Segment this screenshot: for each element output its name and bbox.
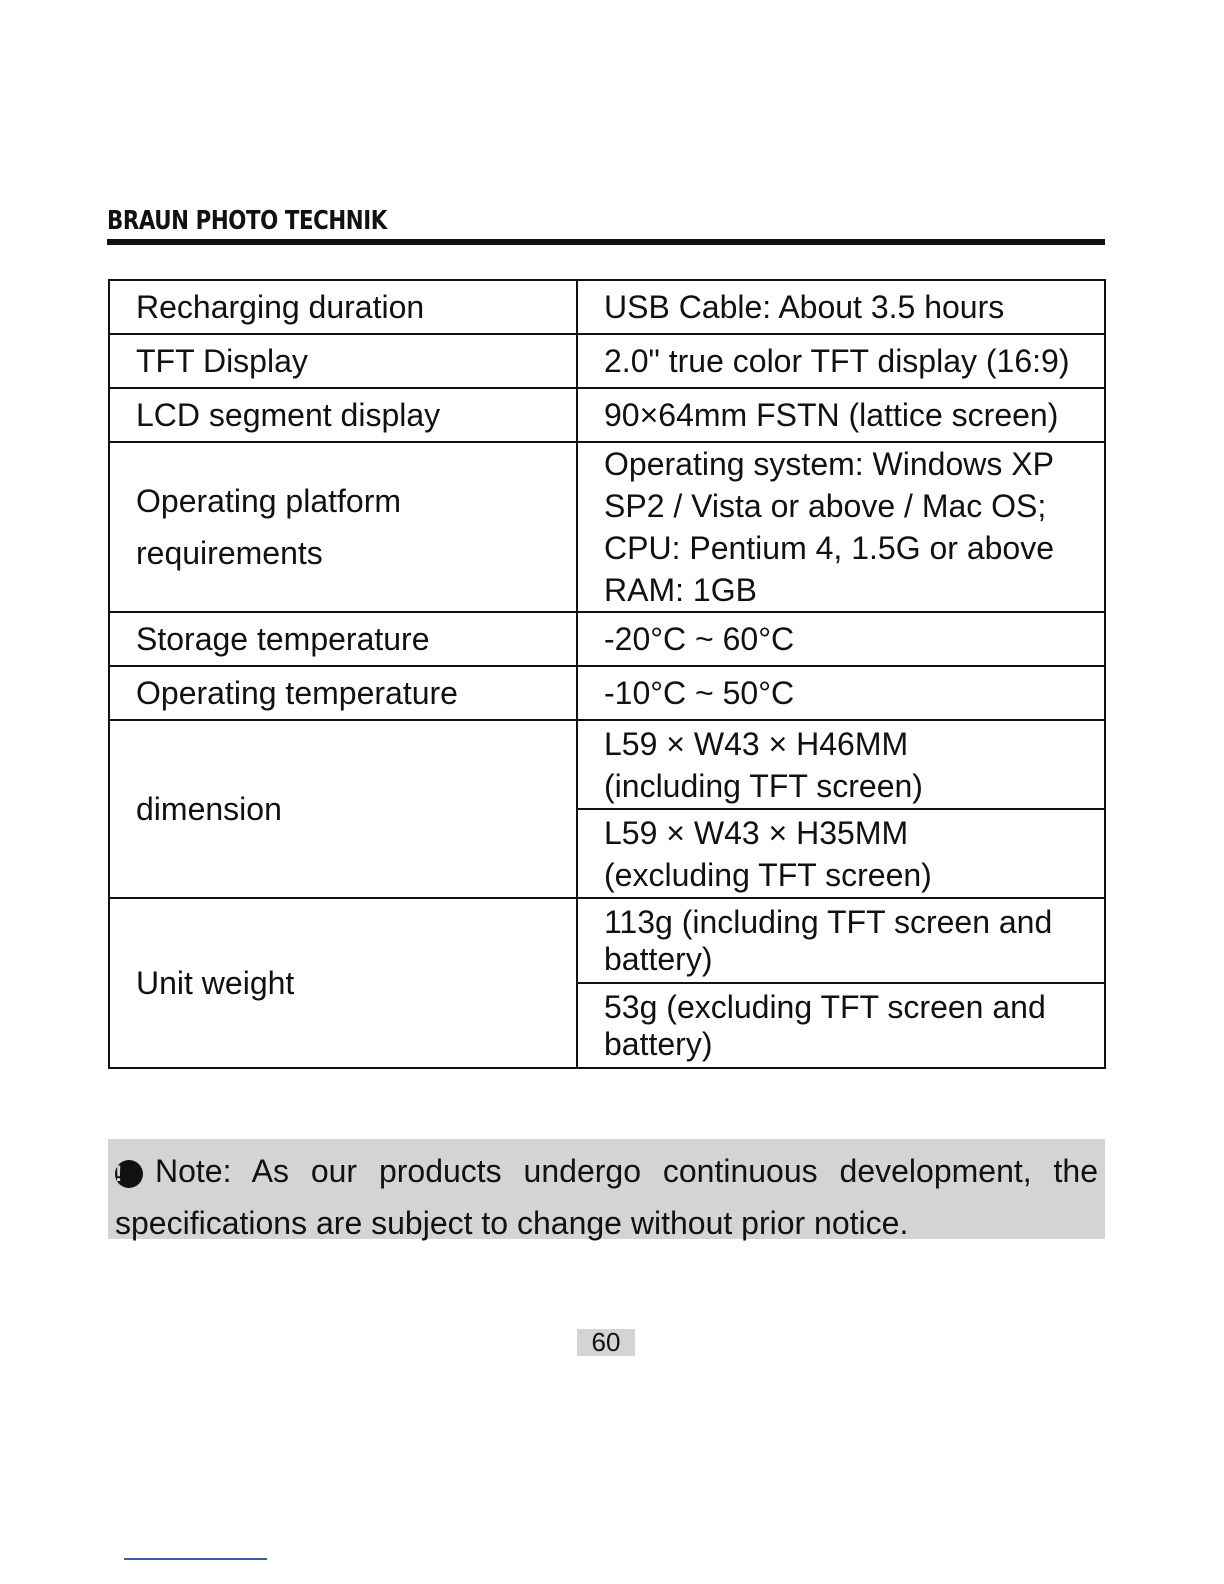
table-row	[109, 612, 1105, 666]
spec-value	[577, 809, 1105, 898]
spec-value-line: 113g (including TFT screen and	[604, 903, 1053, 940]
spec-label: dimension	[109, 720, 577, 898]
spec-label: LCD segment display	[109, 388, 577, 442]
spec-value: -10°C ~ 50°C	[577, 666, 1105, 720]
brand-header: BRAUN PHOTO TECHNIK	[107, 206, 387, 236]
spec-value-line: CPU: Pentium 4, 1.5G or above	[604, 530, 1054, 566]
spec-value: 2.0" true color TFT display (16:9)	[577, 334, 1105, 388]
spec-label: TFT Display	[109, 334, 577, 388]
spec-table	[108, 279, 1106, 1069]
spec-value-line: L59 × W43 × H35MM	[604, 814, 909, 851]
spec-value	[577, 720, 1105, 809]
spec-value-line: RAM: 1GB	[604, 572, 757, 608]
spec-value-line: SP2 / Vista or above / Mac OS;	[604, 488, 1047, 524]
spec-value: 90×64mm FSTN (lattice screen)	[577, 388, 1105, 442]
spec-label: Storage temperature	[109, 612, 577, 666]
spec-value-line: (excluding TFT screen)	[604, 856, 932, 893]
spec-label: Unit weight	[109, 898, 577, 1068]
table-row	[109, 334, 1105, 388]
header-rule	[107, 239, 1105, 245]
spec-value: USB Cable: About 3.5 hours	[577, 280, 1105, 334]
spec-value-line: battery)	[604, 1025, 713, 1062]
spec-value-line: (including TFT screen)	[604, 767, 923, 804]
spec-label-line: Operating platform	[136, 483, 402, 519]
spec-value	[577, 442, 1105, 612]
note-text: Note: As our products undergo continuous development, the specifications are subject to change without prior notice.	[115, 1153, 1098, 1241]
spec-value	[577, 898, 1105, 983]
table-row	[109, 388, 1105, 442]
exclamation-circle-icon: !	[115, 1160, 143, 1188]
spec-value	[577, 983, 1105, 1068]
spec-value-line: L59 × W43 × H46MM	[604, 725, 909, 762]
spec-label	[109, 442, 577, 612]
spec-value-line: battery)	[604, 940, 713, 977]
spec-value-line: 53g (excluding TFT screen and	[604, 988, 1046, 1025]
spec-label-line: requirements	[136, 535, 323, 571]
spec-label: Recharging duration	[109, 280, 577, 334]
table-row	[109, 720, 1105, 809]
spec-value-line: Operating system: Windows XP	[604, 446, 1054, 482]
note-box	[108, 1139, 1105, 1239]
table-row	[109, 898, 1105, 983]
spec-label: Operating temperature	[109, 666, 577, 720]
footer-rule	[124, 1558, 267, 1560]
page-number: 60	[577, 1329, 635, 1356]
table-row	[109, 442, 1105, 612]
spec-value: -20°C ~ 60°C	[577, 612, 1105, 666]
table-row	[109, 280, 1105, 334]
table-row	[109, 666, 1105, 720]
